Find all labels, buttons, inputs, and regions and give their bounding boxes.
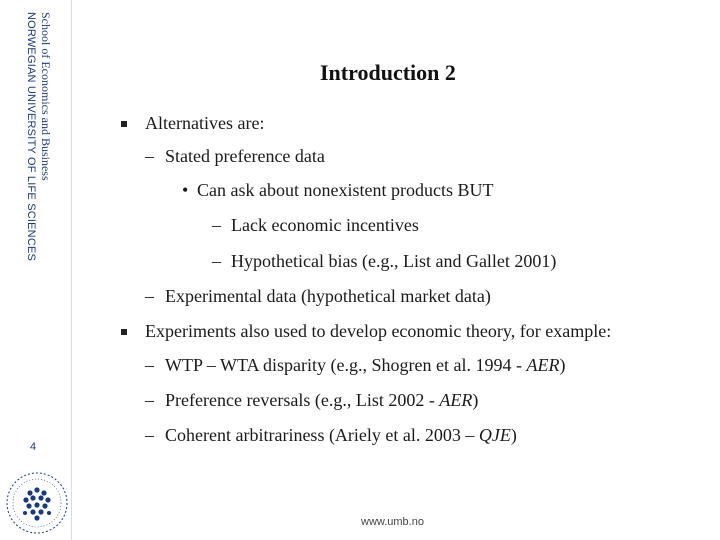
footer-url[interactable]: www.umb.no [361, 516, 424, 528]
bullet-text: Coherent arbitrariness (Ariely et al. 2003 – QJE) [165, 425, 517, 445]
dash-bullet-icon: – [145, 286, 154, 306]
bullet-text: Stated preference data [165, 146, 325, 166]
square-bullet-icon [121, 121, 127, 127]
dash-bullet-icon: – [145, 355, 154, 375]
dot-bullet-icon: • [182, 180, 189, 200]
bullet-text: Hypothetical bias (e.g., List and Gallet 2001) [231, 251, 557, 271]
bullet-text: Experiments also used to develop economic theory, for example: [145, 321, 612, 341]
dash-bullet-icon: – [145, 146, 154, 166]
sidebar [0, 0, 72, 540]
university-name: NORWEGIAN UNIVERSITY OF LIFE SCIENCES [25, 12, 37, 262]
bullet-text: WTP – WTA disparity (e.g., Shogren et al. 1994 - AER) [165, 355, 566, 375]
slide-title: Introduction 2 [320, 60, 456, 85]
dash-bullet-icon: – [145, 390, 154, 410]
bullet-text: Lack economic incentives [231, 215, 419, 235]
bullet-text: Can ask about nonexistent products BUT [197, 180, 494, 200]
square-bullet-icon [121, 329, 127, 335]
school-name: School of Economics and Business [39, 12, 53, 181]
bullet-text: Experimental data (hypothetical market data) [165, 286, 491, 306]
dash-bullet-icon: – [145, 425, 154, 445]
dash-bullet-icon: – [212, 251, 221, 271]
bullet-text: Preference reversals (e.g., List 2002 - AER) [165, 390, 479, 410]
page-number: 4 [30, 441, 37, 453]
dash-bullet-icon: – [212, 215, 221, 235]
bullet-text: Alternatives are: [145, 113, 265, 133]
university-seal-icon [4, 470, 70, 536]
